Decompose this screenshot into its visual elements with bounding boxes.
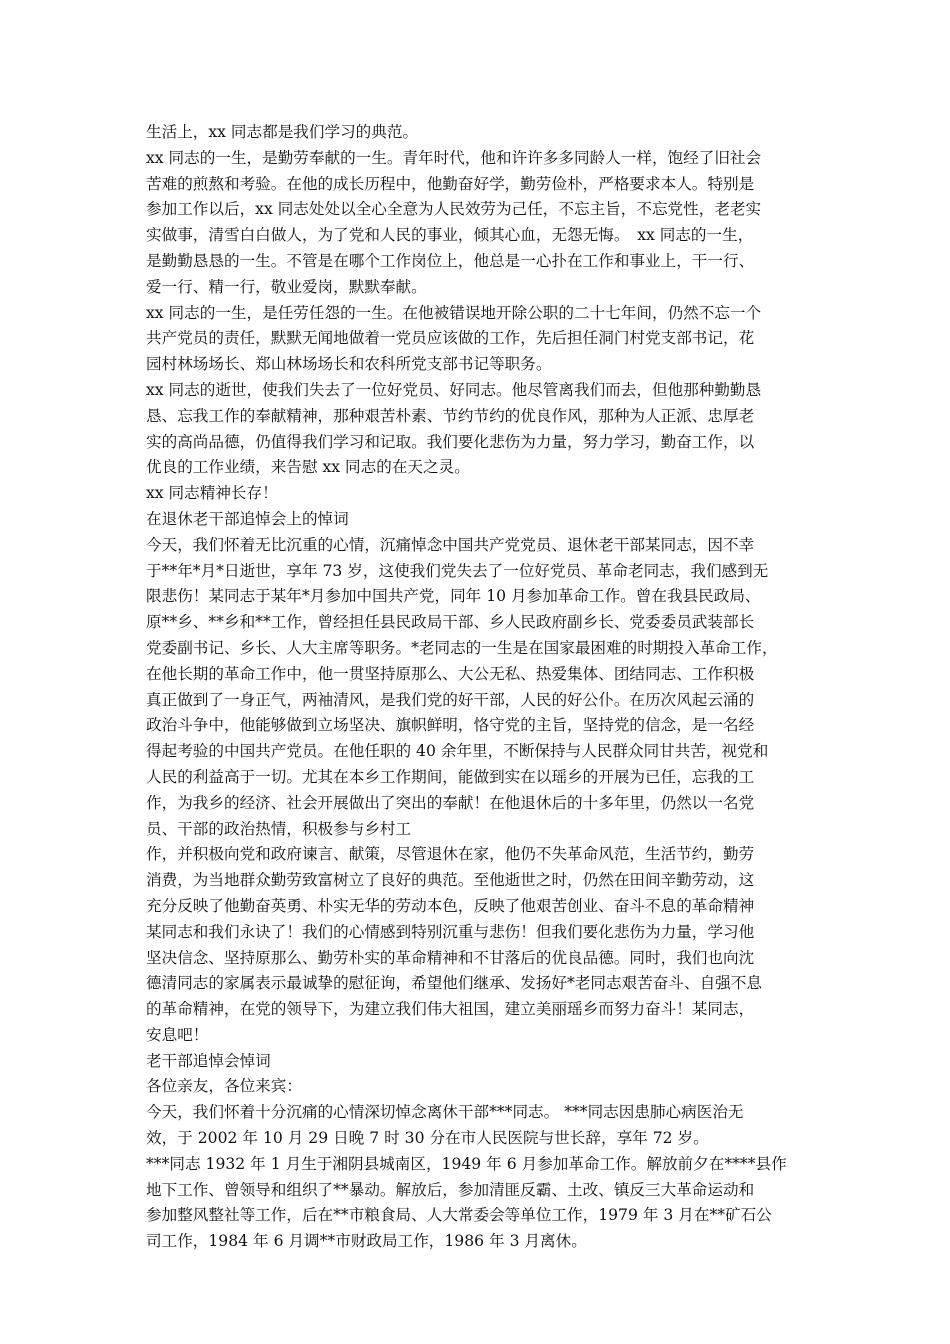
document-body: [146, 120, 818, 1255]
text-line: 安息吧！: [146, 1025, 209, 1044]
text-line: 各位亲友，各位来宾：: [146, 1077, 302, 1096]
text-line: xx 同志的一生，是勤劳奉献的一生。青年时代，他和许许多多同龄人一样，饱经了旧社会: [146, 148, 762, 167]
text-line: ***同志 1932 年 1 月生于湘阴县城南区，1949 年 6 月参加革命工作。解放前夕在****县作: [146, 1154, 787, 1173]
text-line: xx 同志的逝世，使我们失去了一位好党员、好同志。他尽管离我们而去，但他那种勤勤恳: [146, 380, 762, 399]
text-line: 在退休老干部追悼会上的悼词: [146, 509, 349, 528]
text-line: 恳、忘我工作的奉献精神，那种艰苦朴素、节约节约的优良作风，那种为人正派、忠厚老: [146, 406, 755, 425]
text-line: 参加整风整社等工作，后在**市粮食局、人大常委会等单位工作，1979 年 3 月在**矿石公: [146, 1206, 772, 1225]
text-line: 原**乡、**乡和**工作，曾经担任县民政局干部、乡人民政府副乡长、党委委员武装部长: [146, 613, 755, 632]
text-line: 人民的利益高于一切。尤其在本乡工作期间，能做到实在以瑶乡的开展为已任，忘我的工: [146, 767, 755, 786]
text-line: 于**年*月*日逝世，享年 73 岁，这使我们党失去了一位好党员、革命老同志，我们感到无: [146, 561, 769, 580]
text-line: 员、干部的政治热情，积极参与乡村工: [146, 819, 412, 838]
text-line: 实的高尚品德，仍值得我们学习和记取。我们要化悲伤为力量，努力学习，勤奋工作，以: [146, 432, 755, 451]
text-line: 地下工作、曾领导和组织了**暴动。解放后，参加清匪反霸、土改、镇反三大革命运动和: [146, 1180, 755, 1199]
text-line: 园村林场场长、郑山林场场长和农科所党支部书记等职务。: [146, 355, 552, 374]
text-line: 今天，我们怀着十分沉痛的心情深切悼念离休干部***同志。 ***同志因患肺心病医治无: [146, 1103, 744, 1122]
text-line: 苦难的煎熬和考验。在他的成长历程中，他勤奋好学，勤劳俭朴，严格要求本人。特别是: [146, 174, 755, 193]
text-line: 充分反映了他勤奋英勇、朴实无华的劳动本色，反映了他艰苦创业、奋斗不息的革命精神: [146, 896, 755, 915]
text-line: 政治斗争中，他能够做到立场坚决、旗帜鲜明，恪守党的主旨，坚持党的信念，是一名经: [146, 716, 755, 735]
text-line: 限悲伤！某同志于某年*月参加中国共产党，同年 10 月参加革命工作。曾在我县民政局、: [146, 587, 761, 606]
text-line: 是勤勤恳恳的一生。不管是在哪个工作岗位上，他总是一心扑在工作和事业上，干一行、: [146, 251, 755, 270]
text-line: 老干部追悼会悼词: [146, 1051, 271, 1070]
text-line: 的革命精神，在党的领导下，为建立我们伟大祖国，建立美丽瑶乡而努力奋斗！某同志，: [146, 1000, 755, 1019]
text-line: 共产党员的责任，默默无闻地做着一党员应该做的工作，先后担任洞门村党支部书记，花: [146, 329, 755, 348]
text-line: 爱一行、精一行，敬业爱岗，默默奉献。: [146, 277, 427, 296]
text-line: 得起考验的中国共产党员。在他任职的 40 余年里，不断保持与人民群众同甘共苦，视党和: [146, 742, 769, 761]
text-line: 坚决信念、坚持原那么、勤劳朴实的革命精神和不甘落后的优良品德。同时，我们也向沈: [146, 948, 755, 967]
text-line: 消费，为当地群众勤劳致富树立了良好的典范。至他逝世之时，仍然在田间辛勤劳动，这: [146, 871, 755, 890]
text-line: xx 同志精神长存！: [146, 484, 278, 503]
text-line: xx 同志的一生，是任劳任怨的一生。在他被错误地开除公职的二十七年间，仍然不忘一个: [146, 303, 762, 322]
text-line: 作，为我乡的经济、社会开展做出了突出的奉献！在他退休后的十多年里，仍然以一名党: [146, 793, 755, 812]
text-line: 优良的工作业绩，来告慰 xx 同志的在天之灵。: [146, 458, 470, 477]
text-line: 今天，我们怀着无比沉重的心情，沉痛悼念中国共产党党员、退休老干部某同志，因不幸: [146, 535, 755, 554]
text-line: 效，于 2002 年 10 月 29 日晚 7 时 30 分在市人民医院与世长辞，享年 72 岁。: [146, 1129, 709, 1148]
text-line: 在他长期的革命工作中，他一贯坚持原那么、大公无私、热爱集体、团结同志、工作积极: [146, 664, 755, 683]
text-line: 某同志和我们永诀了！我们的心情感到特别沉重与悲伤！但我们要化悲伤为力量，学习他: [146, 922, 755, 941]
text-line: 真正做到了一身正气，两袖清风，是我们党的好干部，人民的好公仆。在历次风起云涌的: [146, 690, 755, 709]
text-line: 实做事，清雪白白做人，为了党和人民的事业，倾其心血，无怨无悔。 xx 同志的一生，: [146, 226, 754, 245]
text-line: 司工作，1984 年 6 月调**市财政局工作，1986 年 3 月离休。: [146, 1232, 587, 1251]
text-line: 德清同志的家属表示最诚挚的慰征询，希望他们继承、发扬好*老同志艰苦奋斗、自强不息: [146, 974, 762, 993]
text-line: 生活上，xx 同志都是我们学习的典范。: [146, 123, 419, 141]
text-line: 党委副书记、乡长、人大主席等职务。*老同志的一生是在国家最困难的时期投入革命工作，: [146, 638, 778, 657]
text-line: 作，并积极向党和政府谏言、献策，尽管退休在家，他仍不失革命风范，生活节约，勤劳: [146, 845, 755, 864]
text-line: 参加工作以后，xx 同志处处以全心全意为人民效劳为己任，不忘主旨，不忘党性，老老实: [146, 200, 762, 219]
